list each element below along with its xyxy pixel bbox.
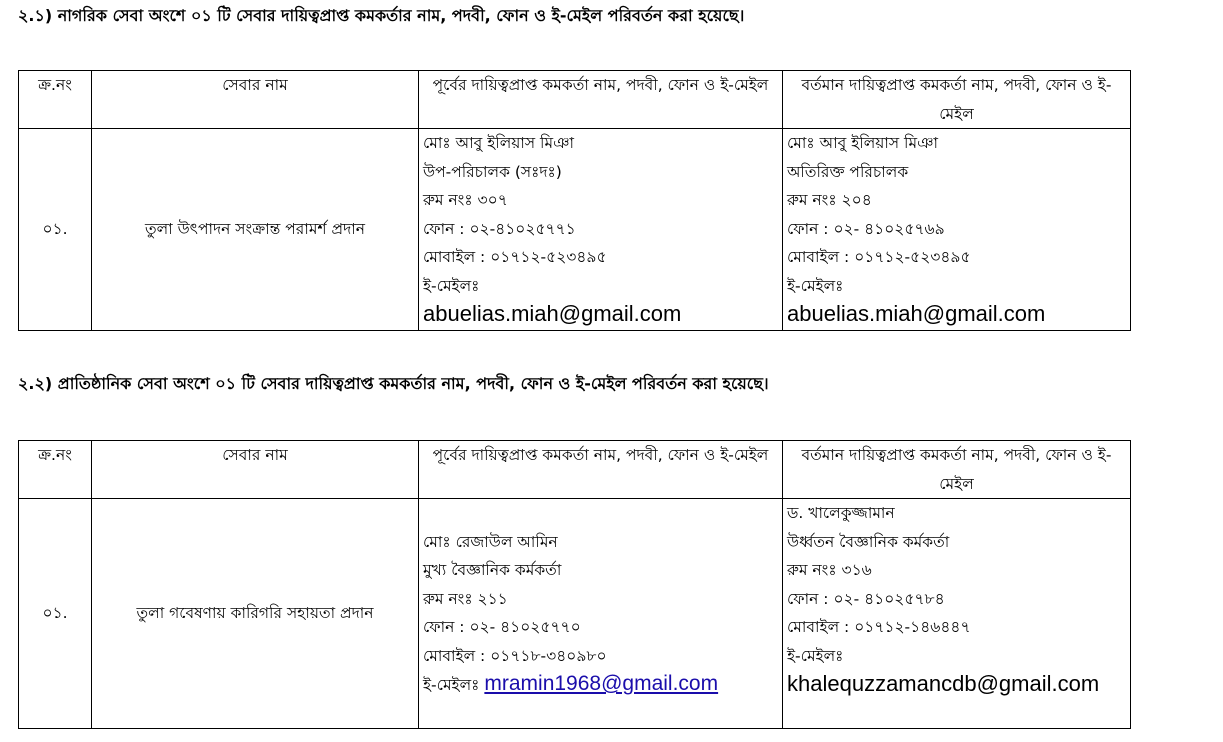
officer-room: রুম নংঃ ৩০৭ — [423, 191, 508, 209]
officer-designation: উপ-পরিচালক (সঃদঃ) — [423, 162, 562, 181]
officer-email: abuelias.miah@gmail.com — [787, 301, 1046, 326]
officer-phone: ফোন : ০২- ৪১০২৫৭৮৪ — [787, 589, 945, 608]
section-2-heading: ২.২) প্রাতিষ্ঠানিক সেবা অংশে ০১ টি সেবার দায়িত্বপ্রাপ্ত কমকর্তার নাম, পদবী, ফোন ও ই-মেইল পরিবর্তন করা হয়েছে। — [18, 374, 769, 393]
email-label: ই-মেইলঃ — [423, 276, 480, 295]
current-officer-header: বর্তমান দায়িত্বপ্রাপ্ত কমকর্তা নাম, পদবী, ফোন ও ই-মেইল — [783, 71, 1131, 129]
officer-name: ড. খালেকুজ্জামান — [787, 504, 895, 522]
previous-officer-header: পূর্বের দায়িত্বপ্রাপ্ত কমকর্তা নাম, পদবী, ফোন ও ই-মেইল — [419, 71, 783, 129]
civic-service-table — [18, 70, 1131, 331]
serial-cell: ০১. — [19, 499, 92, 729]
previous-officer-cell — [419, 499, 783, 729]
officer-designation: উর্ধ্বতন বৈজ্ঞানিক কর্মকর্তা — [787, 532, 950, 551]
email-label: ই-মেইলঃ — [787, 646, 844, 665]
service-name-header: সেবার নাম — [92, 441, 419, 499]
table-header-row — [19, 441, 1131, 499]
officer-phone: ফোন : ০২- ৪১০২৫৭৭০ — [423, 618, 581, 636]
officer-email: abuelias.miah@gmail.com — [423, 301, 682, 326]
current-officer-header: বর্তমান দায়িত্বপ্রাপ্ত কমকর্তা নাম, পদবী, ফোন ও ই-মেইল — [783, 441, 1131, 499]
email-label: ই-মেইলঃ — [787, 276, 844, 295]
officer-phone: ফোন : ০২- ৪১০২৫৭৬৯ — [787, 219, 945, 238]
officer-room: রুম নংঃ ২০৪ — [787, 191, 872, 209]
email-line — [423, 670, 778, 700]
service-name-header: সেবার নাম — [92, 71, 419, 129]
current-officer-cell — [783, 129, 1131, 331]
table-row — [19, 129, 1131, 331]
service-name-cell: তুলা উৎপাদন সংক্রান্ত পরামর্শ প্রদান — [92, 129, 419, 331]
serial-cell: ০১. — [19, 129, 92, 331]
officer-mobile: মোবাইল : ০১৭১২-৫২৩৪৯৫ — [787, 248, 971, 266]
officer-name: মোঃ আবু ইলিয়াস মিঞা — [787, 134, 938, 152]
current-officer-cell — [783, 499, 1131, 729]
officer-mobile: মোবাইল : ০১৭১২-১৪৬৪৪৭ — [787, 618, 971, 636]
previous-officer-header: পূর্বের দায়িত্বপ্রাপ্ত কমকর্তা নাম, পদবী, ফোন ও ই-মেইল — [419, 441, 783, 499]
officer-room: রুম নংঃ ২১১ — [423, 589, 508, 608]
officer-name: মোঃ রেজাউল আমিন — [423, 532, 558, 551]
officer-phone: ফোন : ০২-৪১০২৫৭৭১ — [423, 219, 576, 238]
serial-header: ক্র.নং — [19, 441, 92, 499]
institutional-service-table — [18, 440, 1131, 729]
officer-designation: অতিরিক্ত পরিচালক — [787, 162, 909, 181]
officer-name: মোঃ আবু ইলিয়াস মিঞা — [423, 134, 574, 152]
serial-header: ক্র.নং — [19, 71, 92, 129]
table-header-row — [19, 71, 1131, 129]
section-1-heading: ২.১) নাগরিক সেবা অংশে ০১ টি সেবার দায়িত্বপ্রাপ্ত কমকর্তার নাম, পদবী, ফোন ও ই-মেইল পরিবর্তন করা হয়েছে। — [18, 6, 745, 25]
previous-officer-cell — [419, 129, 783, 331]
email-label: ই-মেইলঃ — [423, 676, 480, 694]
officer-mobile: মোবাইল : ০১৭১২-৫২৩৪৯৫ — [423, 248, 607, 266]
officer-email-link[interactable]: mramin1968@gmail.com — [484, 672, 719, 695]
officer-room: রুম নংঃ ৩১৬ — [787, 561, 872, 579]
officer-mobile: মোবাইল : ০১৭১৮-৩৪০৯৮০ — [423, 646, 607, 665]
officer-email: khalequzzamancdb@gmail.com — [787, 671, 1100, 696]
officer-designation: মুখ্য বৈজ্ঞানিক কর্মকর্তা — [423, 561, 562, 579]
table-row — [19, 499, 1131, 729]
service-name-cell: তুলা গবেষণায় কারিগরি সহায়তা প্রদান — [92, 499, 419, 729]
